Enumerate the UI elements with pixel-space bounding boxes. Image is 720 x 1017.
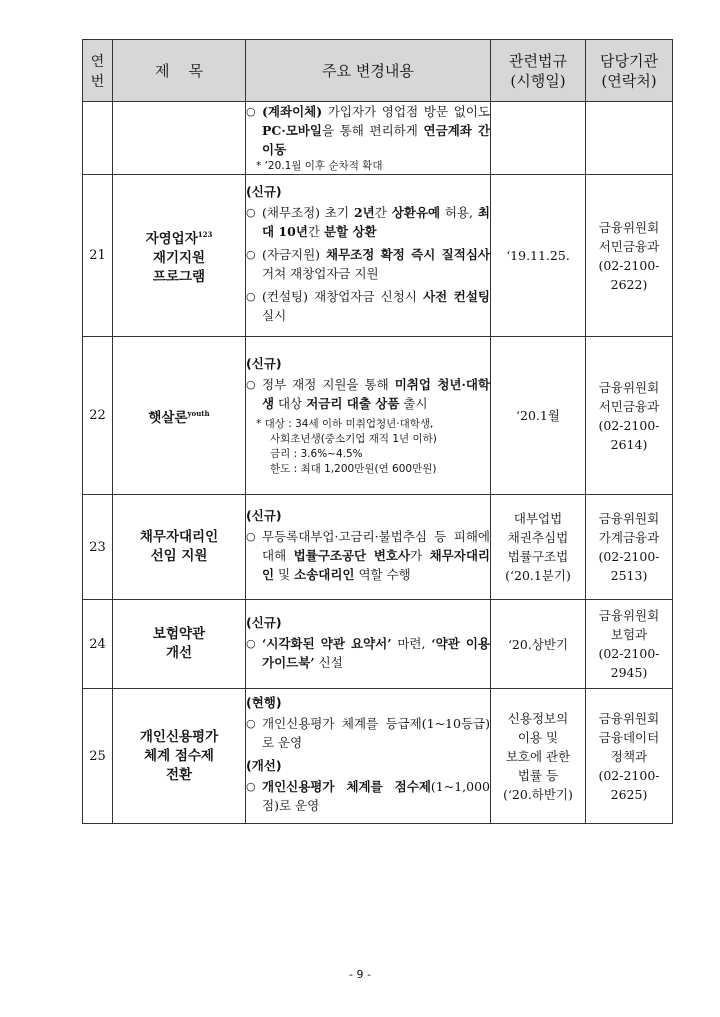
change-label: (신규) xyxy=(246,184,282,199)
row-num: 24 xyxy=(83,600,113,689)
row-content xyxy=(246,689,491,824)
row-content xyxy=(246,175,491,337)
row-content xyxy=(246,337,491,495)
row-title xyxy=(113,102,246,175)
table-row xyxy=(83,600,673,689)
row-title: 자영업자$^{123}$ 재기지원 프로그램 xyxy=(113,175,246,337)
table-header-row xyxy=(83,40,673,102)
footnote: 한도 : 최대 1,200만원(연 600만원) xyxy=(270,463,437,475)
row-agency: 금융위원회 보험과 (02-2100- 2945) xyxy=(586,600,673,689)
bullet-circle-icon: ○ xyxy=(246,248,256,261)
table-row xyxy=(83,102,673,175)
content-text: (채무조정) 초기 2년간 상환유예 허용, 최대 10년간 분할 상환 xyxy=(262,205,490,239)
footnote: 사회초년생(중소기업 재직 1년 이하) xyxy=(270,433,437,445)
row-agency: 금융위원회 금융데이터 정책과 (02-2100- 2625) xyxy=(586,689,673,824)
bullet-circle-icon: ○ xyxy=(246,530,256,543)
row-title: 개인신용평가 체계 점수제 전환 xyxy=(113,689,246,824)
row-law: ‘20.상반기 xyxy=(491,600,586,689)
bullet-circle-icon: ○ xyxy=(246,206,256,219)
row-num: 21 xyxy=(83,175,113,337)
content-text: (계좌이체) 가입자가 영업점 방문 없이도 PC·모바일을 통해 편리하게 연금계좌 간 이동 xyxy=(262,104,490,157)
row-content xyxy=(246,495,491,600)
row-law: ‘19.11.25. xyxy=(491,175,586,337)
table-row xyxy=(83,689,673,824)
page-number: - 9 - xyxy=(349,968,371,981)
row-num: 23 xyxy=(83,495,113,600)
bullet-circle-icon: ○ xyxy=(246,717,256,730)
content-text: 정부 재정 지원을 통해 미취업 청년·대학생 대상 저금리 대출 상품 출시 xyxy=(262,377,491,411)
content-text: 개인신용평가 체계를 등급제(1~10등급)로 운영 xyxy=(262,716,490,750)
row-agency: 금융위원회 가계금융과 (02-2100- 2513) xyxy=(586,495,673,600)
row-law: 대부업법 채권추심법 법률구조법 (‘20.1분기) xyxy=(491,495,586,600)
row-title: 보험약관 개선 xyxy=(113,600,246,689)
row-num xyxy=(83,102,113,175)
header-law: 관련법규 (시행일) xyxy=(491,40,586,102)
row-agency: 금융위원회 서민금융과 (02-2100- 2614) xyxy=(586,337,673,495)
table-row xyxy=(83,495,673,600)
change-label: (신규) xyxy=(246,614,282,630)
footnote: 금리 : 3.6%~4.5% xyxy=(270,448,363,460)
footnote: * 대상 : 34세 이하 미취업청년·대학생, xyxy=(256,418,434,430)
change-label: (개선) xyxy=(246,758,282,773)
row-content xyxy=(246,600,491,689)
table-row xyxy=(83,175,673,337)
row-agency xyxy=(586,102,673,175)
change-label: (신규) xyxy=(246,508,282,523)
table-row xyxy=(83,337,673,495)
change-label: (현행) xyxy=(246,695,282,710)
bullet-circle-icon: ○ xyxy=(246,378,256,391)
row-law: 신용정보의 이용 및 보호에 관한 법률 등 (‘20.하반기) xyxy=(491,689,586,824)
row-law xyxy=(491,102,586,175)
bullet-circle-icon: ○ xyxy=(246,105,256,118)
header-title: 제 목 xyxy=(113,40,246,102)
content-text: 무등록대부업·고금리·불법추심 등 피해에 대해 법률구조공단 변호사가 채무자대리인 및 소송대리인 역할 수행 xyxy=(262,529,490,582)
row-title: 채무자대리인 선임 지원 xyxy=(113,495,246,600)
footnote: * ‘20.1월 이후 순차적 확대 xyxy=(256,160,383,172)
policy-change-table xyxy=(82,39,673,824)
content-text: (컨설팅) 재창업자금 신청시 사전 컨설팅 실시 xyxy=(262,289,490,323)
row-title: 햇살론$^{youth}$ xyxy=(113,337,246,495)
bullet-circle-icon: ○ xyxy=(246,636,256,650)
row-content xyxy=(246,102,491,175)
row-law: ‘20.1월 xyxy=(491,337,586,495)
row-agency: 금융위원회 서민금융과 (02-2100- 2622) xyxy=(586,175,673,337)
header-agency: 담당기관 (연락처) xyxy=(586,40,673,102)
row-num: 22 xyxy=(83,337,113,495)
content-text: ‘시각화된 약관 요약서’ 마련, ‘약관 이용 가이드북’ 신설 xyxy=(262,635,490,670)
row-num: 25 xyxy=(83,689,113,824)
bullet-circle-icon: ○ xyxy=(246,290,256,303)
header-content: 주요 변경내용 xyxy=(246,40,491,102)
change-label: (신규) xyxy=(246,356,282,371)
content-text: (자금지원) 채무조정 확정 즉시 질적심사 거쳐 재창업자금 지원 xyxy=(262,247,490,281)
bullet-circle-icon: ○ xyxy=(246,780,256,793)
content-text: 개인신용평가 체계를 점수제(1~1,000점)로 운영 xyxy=(262,779,490,813)
header-num: 연 번 xyxy=(83,40,113,102)
